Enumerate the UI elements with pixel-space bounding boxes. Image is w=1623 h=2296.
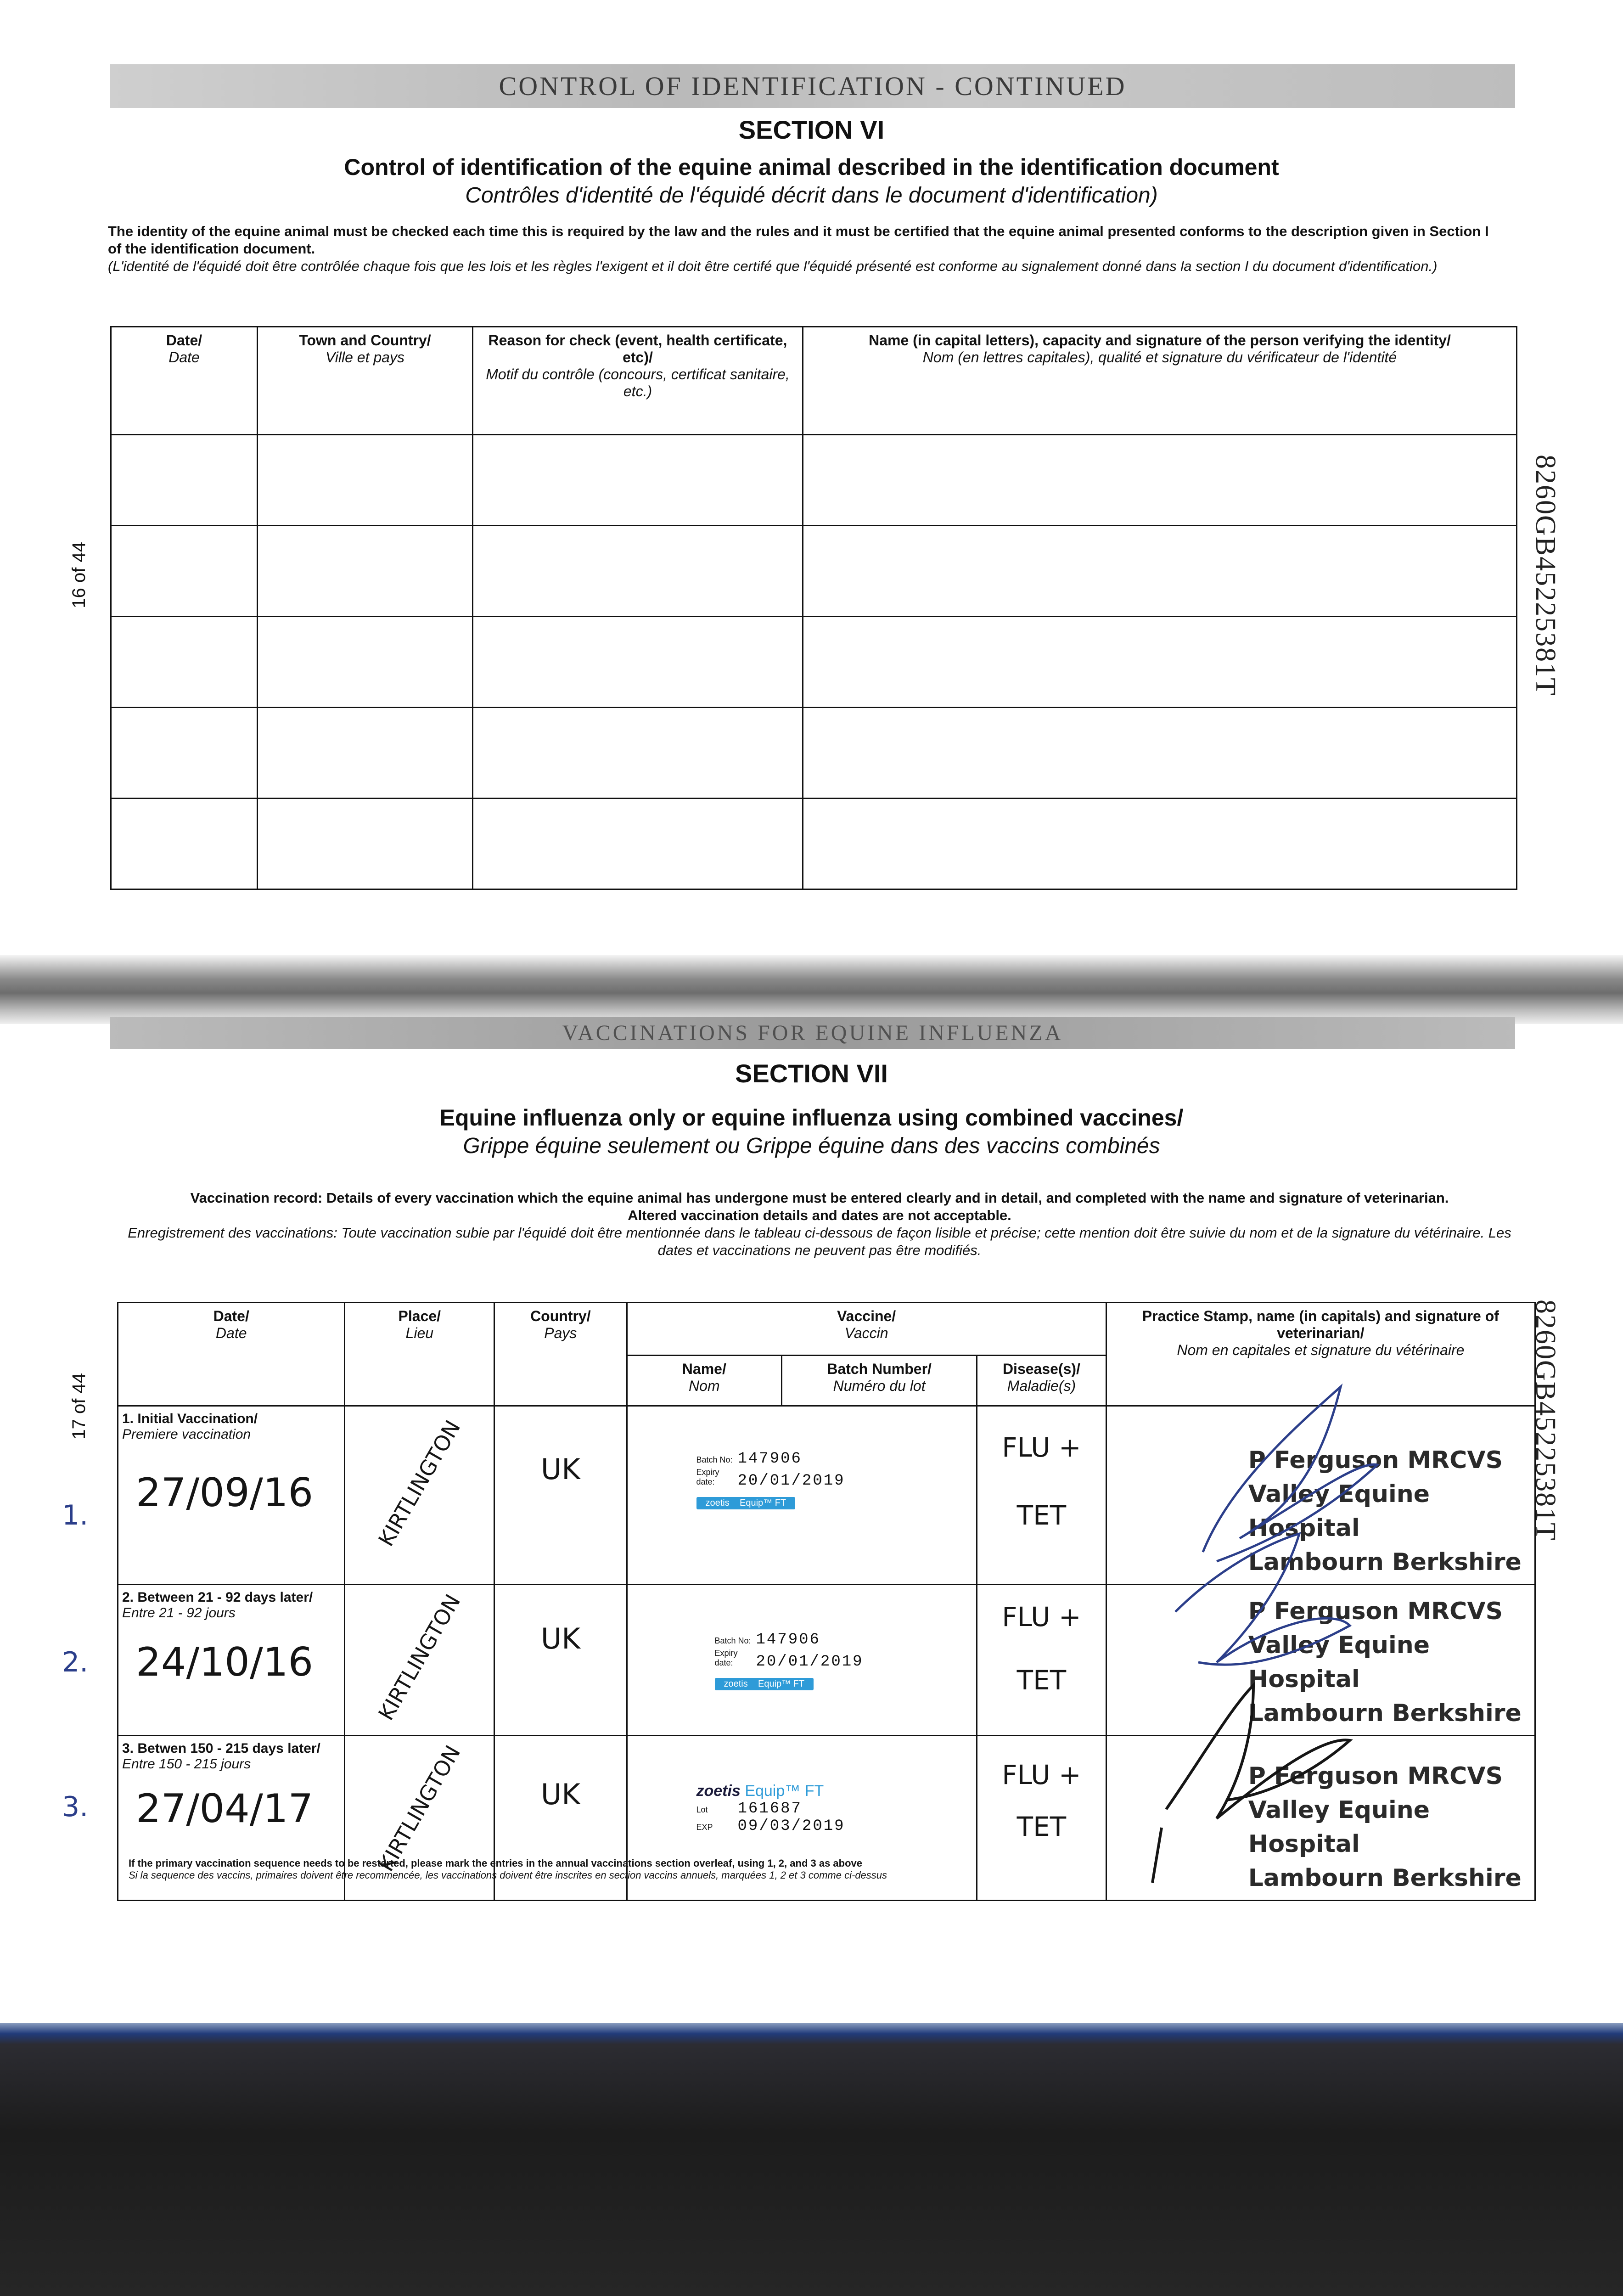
sticker-label: zoetis Equip™ FT <box>696 1492 973 1509</box>
section6-heading-en: Control of identification of the equine animal described in the identification document <box>344 154 1279 180</box>
col-date-header: Date/ Date <box>118 1303 345 1406</box>
cell-verifier[interactable] <box>803 708 1517 799</box>
sticker-batch: Batch No: 147906 <box>714 1631 820 1649</box>
col-town-header: Town and Country/ Ville et pays <box>258 327 473 435</box>
footnote-en: If the primary vaccination sequence needs to be restarted, please mark the entries in the annual vaccinations section overleaf, using 1, 2, and 3 as above <box>129 1857 863 1869</box>
identity-check-table <box>110 326 1517 890</box>
col-verifier-header: Name (in capital letters), capacity and signature of the person verifying the identity/ Nom (en lettres capitales), qualité et signature du vérificateur de l'identité <box>803 327 1517 435</box>
handwritten-disease-2: TET <box>1016 1665 1067 1696</box>
signature-3-icon <box>1152 1685 1350 1883</box>
row-label-en: 2. Between 21 - 92 days later/ <box>122 1590 313 1605</box>
sticker-label: zoetis Equip™ FT <box>715 1673 973 1690</box>
col-stamp-header: Practice Stamp, name (in capitals) and signature of veterinarian/ Nom en capitales et signature du vétérinaire <box>1106 1303 1535 1406</box>
sticker-expiry: EXP 09/03/2019 <box>696 1818 845 1835</box>
handwritten-place: KIRTLINGTON <box>373 1741 466 1876</box>
section7-footnote <box>129 1857 1506 1881</box>
margin-number-1: 1. <box>62 1499 89 1531</box>
section6-intro-fr: (L'identité de l'équidé doit être contrôlée chaque fois que les lois et les règles l'exigent et il doit être certifé que l'équidé présenté est conforme au signalement donné dans la section I du document d'identification.) <box>108 258 1438 274</box>
cell-date[interactable] <box>111 526 258 617</box>
country-cell[interactable] <box>494 1406 627 1585</box>
section7-intro-en-2: Altered vaccination details and dates are not acceptable. <box>628 1207 1011 1223</box>
side-passport-id-top: 8260GB45225381T <box>1530 455 1561 696</box>
signature-1-icon <box>1203 1387 1377 1561</box>
section7-intro <box>124 1189 1515 1259</box>
section7-intro-fr: Enregistrement des vaccinations: Toute vaccination subie par l'équidé doit être mentionnée dans le tableau ci-dessous de façon lisible et précise; cette mention doit être suivie du nom et de la signature du vétérinaire. Les dates et vaccinations ne peuvent pas être modifiés. <box>128 1225 1511 1258</box>
place-cell[interactable] <box>345 1585 494 1736</box>
cell-town[interactable] <box>258 617 473 708</box>
vaccine-sticker-cell[interactable] <box>627 1406 977 1585</box>
cell-town[interactable] <box>258 526 473 617</box>
disease-cell[interactable] <box>977 1406 1106 1585</box>
place-cell[interactable] <box>345 1406 494 1585</box>
identity-check-row <box>111 435 1517 526</box>
section6-heading-fr: Contrôles d'identité de l'équidé décrit dans le document d'identification) <box>465 183 1158 208</box>
cell-date[interactable] <box>111 617 258 708</box>
vaccination-header-row <box>118 1303 1535 1356</box>
handwritten-disease-1: FLU + <box>1002 1601 1081 1632</box>
sticker-expiry: Expiry date: 20/01/2019 <box>714 1649 864 1671</box>
cell-verifier[interactable] <box>803 435 1517 526</box>
handwritten-date: 24/10/16 <box>136 1639 314 1685</box>
section7-heading-en: Equine influenza only or equine influenza using combined vaccines/ <box>439 1105 1184 1131</box>
footnote-fr: Si la sequence des vaccins, primaires doivent être recommencée, les vaccinations doivent être inscrites en section vaccins annuels, marquées 1, 2 et 3 comme ci-dessus <box>129 1869 887 1881</box>
cell-town[interactable] <box>258 799 473 889</box>
cell-verifier[interactable] <box>803 526 1517 617</box>
col-name-header: Name/ Nom <box>627 1356 782 1406</box>
handwritten-date: 27/09/16 <box>136 1470 314 1516</box>
cell-date[interactable] <box>111 435 258 526</box>
date-cell[interactable] <box>118 1406 345 1585</box>
cell-reason[interactable] <box>473 708 803 799</box>
cell-town[interactable] <box>258 435 473 526</box>
section7-intro-en-1: Vaccination record: Details of every vaccination which the equine animal has undergone must be entered clearly and in detail, and completed with the name and signature of veterinarian. <box>190 1190 1449 1206</box>
handwritten-disease-1: FLU + <box>1002 1432 1081 1463</box>
cell-reason[interactable] <box>473 799 803 889</box>
signature-2-icon <box>1175 1534 1350 1665</box>
handwritten-country: UK <box>540 1778 580 1811</box>
row-label-fr: Entre 150 - 215 jours <box>122 1756 251 1772</box>
scan-bottom-edge <box>0 2023 1623 2296</box>
row-label-en: 1. Initial Vaccination/ <box>122 1411 258 1426</box>
cell-verifier[interactable] <box>803 799 1517 889</box>
cell-town[interactable] <box>258 708 473 799</box>
vet-signature-scribbles <box>1148 1368 1538 1892</box>
section7-heading-fr: Grippe équine seulement ou Grippe équine dans des vaccins combinés <box>463 1134 1160 1158</box>
handwritten-disease-1: FLU + <box>1002 1759 1081 1790</box>
col-batch-header: Batch Number/ Numéro du lot <box>782 1356 977 1406</box>
sticker-expiry: Expiry date: 20/01/2019 <box>696 1468 845 1490</box>
sticker-batch: Batch No: 147906 <box>696 1450 802 1468</box>
vet-stamp: P Ferguson MRCVS Valley Equine Hospital Lambourn Berkshire <box>1248 1598 1522 1727</box>
page-number-17: 17 of 44 <box>69 1373 89 1440</box>
handwritten-country: UK <box>540 1622 580 1655</box>
cell-date[interactable] <box>111 708 258 799</box>
row-label-en: 3. Betwen 150 - 215 days later/ <box>122 1741 320 1756</box>
vet-stamp: P Ferguson MRCVS Valley Equine Hospital Lambourn Berkshire <box>1248 1762 1522 1892</box>
handwritten-country: UK <box>540 1452 580 1486</box>
disease-cell[interactable] <box>977 1585 1106 1736</box>
identity-check-row <box>111 617 1517 708</box>
section6-banner: CONTROL OF IDENTIFICATION - CONTINUED <box>110 64 1515 108</box>
scan-fold-shadow <box>0 955 1623 1024</box>
row-label-fr: Premiere vaccination <box>122 1427 251 1442</box>
col-reason-header: Reason for check (event, health certificate, etc)/ Motif du contrôle (concours, certificat sanitaire, etc.) <box>473 327 803 435</box>
handwritten-place: KIRTLINGTON <box>373 1590 466 1725</box>
col-country-header: Country/ Pays <box>494 1303 627 1406</box>
col-vaccine-header: Vaccine/ Vaccin <box>627 1303 1106 1356</box>
col-date-header: Date/ Date <box>111 327 258 435</box>
cell-date[interactable] <box>111 799 258 889</box>
handwritten-disease-2: TET <box>1016 1500 1067 1531</box>
cell-reason[interactable] <box>473 617 803 708</box>
identity-check-header-row <box>111 327 1517 435</box>
sticker-batch: Lot 161687 <box>696 1800 802 1818</box>
identity-check-row <box>111 708 1517 799</box>
section6-title: SECTION VI <box>738 115 885 144</box>
col-place-header: Place/ Lieu <box>345 1303 494 1406</box>
vet-stamp: P Ferguson MRCVS Valley Equine Hospital Lambourn Berkshire <box>1248 1446 1522 1576</box>
handwritten-disease-2: TET <box>1016 1811 1067 1842</box>
identity-check-row <box>111 526 1517 617</box>
cell-reason[interactable] <box>473 435 803 526</box>
section6-intro <box>108 223 1494 275</box>
section7-title: SECTION VII <box>735 1059 888 1088</box>
sticker-brand-line: zoetis Equip™ FT <box>696 1782 824 1800</box>
country-cell[interactable] <box>494 1585 627 1736</box>
handwritten-date: 27/04/17 <box>136 1786 314 1832</box>
page-number-16: 16 of 44 <box>69 542 89 608</box>
side-passport-id-bottom: 8260GB45225381T <box>1530 1300 1561 1541</box>
margin-number-2: 2. <box>62 1646 89 1678</box>
margin-number-3: 3. <box>62 1791 89 1823</box>
vaccine-sticker-cell[interactable] <box>627 1585 977 1736</box>
date-cell[interactable] <box>118 1585 345 1736</box>
row-label-fr: Entre 21 - 92 jours <box>122 1605 236 1621</box>
identity-check-row <box>111 799 1517 889</box>
section7-banner: VACCINATIONS FOR EQUINE INFLUENZA <box>110 1017 1515 1049</box>
handwritten-place: KIRTLINGTON <box>373 1416 466 1551</box>
col-disease-header: Disease(s)/ Maladie(s) <box>977 1356 1106 1406</box>
cell-verifier[interactable] <box>803 617 1517 708</box>
cell-reason[interactable] <box>473 526 803 617</box>
section6-intro-en: The identity of the equine animal must be checked each time this is required by the law and the rules and it must be certified that the equine animal presented conforms to the description given in Section I of the identification document. <box>108 223 1489 257</box>
